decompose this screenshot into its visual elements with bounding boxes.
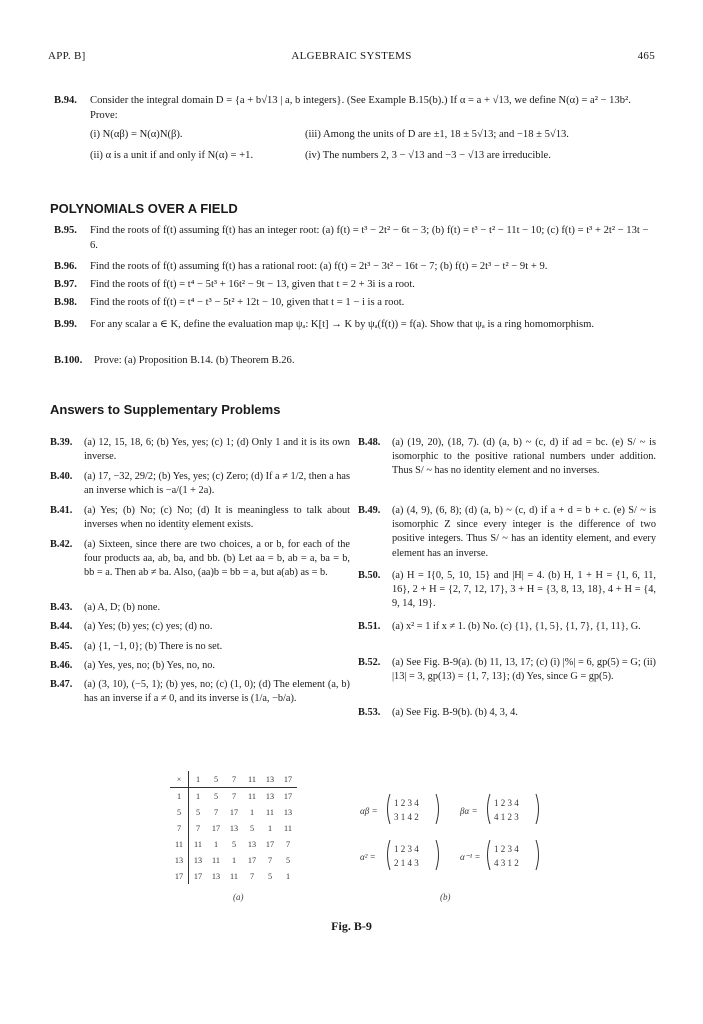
answer-number: B.42.	[50, 539, 73, 550]
perm-bottom: 2 1 4 3	[394, 858, 419, 868]
table-cell: 1	[195, 791, 201, 801]
table-cell: 5	[195, 807, 201, 817]
problem-number: B.95.	[54, 225, 77, 236]
row-label: 1	[170, 788, 189, 805]
table-cell: 1	[231, 855, 237, 865]
problem-b95	[54, 224, 655, 253]
answer-text: (a) Yes; (b) No; (c) No; (d) It is meaningless to talk about inverses when no identity element exists.	[84, 505, 350, 531]
table-cell: 7	[231, 791, 237, 801]
table-cell: 17	[193, 871, 203, 881]
answer-number: B.53.	[358, 707, 381, 718]
table-cell: 17	[265, 839, 275, 849]
paren-right	[536, 840, 539, 870]
answer-number: B.43.	[50, 602, 73, 613]
permutation-figure	[360, 788, 560, 888]
table-header-cell: 17	[279, 771, 297, 788]
caption-a: (a)	[233, 892, 244, 902]
answer-b39	[50, 436, 350, 464]
b94-part-iv: (iv) The numbers 2, 3 − √13 and −3 − √13 are irreducible.	[305, 150, 551, 161]
table-corner: ×	[170, 771, 189, 788]
answer-b53	[358, 706, 656, 720]
table-cell: 5	[267, 871, 273, 881]
table-header-cell: 1	[189, 771, 208, 788]
table-cell: 17	[211, 823, 221, 833]
table-cell: 17	[283, 791, 293, 801]
answer-text: (a) See Fig. B-9(b). (b) 4, 3, 4.	[392, 707, 518, 718]
table-cell: 7	[249, 871, 255, 881]
table-header-cell: 5	[207, 771, 225, 788]
paren-right	[436, 794, 439, 824]
table-cell: 11	[266, 807, 274, 817]
perm-bottom: 4 1 2 3	[494, 812, 519, 822]
answer-text: (a) (3, 10), (−5, 1); (b) yes, no; (c) (1, 0); (d) The element (a, b) has an inverse if a ≠ 0, and its inverse is (1/a, −b/a).	[84, 679, 350, 705]
answer-text: (a) Sixteen, since there are two choices, a or b, for each of the four products aa, ab, ba, and bb. (b) Let aa = b, ab = a, ba = b, bb = a. Then ab ≠ ba. Also, (aa)b = bb = a, but a(ab) as = b.	[84, 539, 350, 579]
b94-part-i: (i) N(αβ) = N(α)N(β).	[90, 129, 183, 140]
answer-text: (a) See Fig. B-9(a). (b) 11, 13, 17; (c) (i) |%| = 6, gp(5) = G; (ii) |13| = 3, gp(13) = {1, 7, 13}; (d) Yes, since G = gp(5).	[392, 657, 656, 683]
answer-number: B.41.	[50, 505, 73, 516]
answer-number: B.52.	[358, 657, 381, 668]
perm-top: 1 2 3 4	[394, 844, 419, 854]
table-cell: 13	[211, 871, 221, 881]
answer-b43	[50, 601, 350, 615]
table-row	[170, 820, 297, 836]
figure-label: Fig. B-9	[331, 919, 372, 933]
perm-lhs: α⁻¹ =	[460, 852, 481, 862]
problem-b98	[54, 296, 655, 311]
answer-text: (a) H = I{0, 5, 10, 15} and |H| = 4. (b) H, 1 + H = {1, 6, 11, 16}, 2 + H = {2, 7, 12, 17}, 3 + H = {3, 8, 13, 18}, 4 + H = {4, 9, 14, 19}.	[392, 570, 656, 610]
problem-b94	[54, 94, 655, 123]
row-label: 17	[170, 868, 189, 884]
table-cell: 11	[212, 855, 220, 865]
paren-left	[388, 794, 391, 824]
answer-number: B.45.	[50, 641, 73, 652]
answer-number: B.46.	[50, 660, 73, 671]
problem-number: B.94.	[54, 95, 77, 106]
answer-text: (a) 12, 15, 18, 6; (b) Yes, yes; (c) 1; (d) Only 1 and it is its own inverse.	[84, 437, 350, 463]
table-cell: 1	[267, 823, 273, 833]
table-cell: 5	[231, 839, 237, 849]
problem-number: B.97.	[54, 279, 77, 290]
table-cell: 5	[249, 823, 255, 833]
page-header	[48, 50, 655, 66]
table-row	[170, 804, 297, 820]
problem-text: Find the roots of f(t) assuming f(t) has a rational root: (a) f(t) = 2t³ − 3t² − 16t − 7; (b) f(t) = 2t³ − t² − 9t + 9.	[90, 261, 548, 272]
answer-number: B.47.	[50, 679, 73, 690]
table-header-cell: 13	[261, 771, 279, 788]
table-header-cell: 7	[225, 771, 243, 788]
table-cell: 7	[213, 807, 219, 817]
table-cell: 1	[213, 839, 219, 849]
problem-b96	[54, 260, 655, 275]
problem-number: B.100.	[54, 355, 83, 366]
row-label: 11	[170, 836, 189, 852]
table-cell: 11	[194, 839, 202, 849]
answer-text: (a) Yes, yes, no; (b) Yes, no, no.	[84, 660, 216, 671]
problem-text: For any scalar a ∈ K, define the evaluation map ψₐ: K[t] → K by ψₐ(f(t)) = f(a). Show that ψₐ is a ring homomorphism.	[90, 319, 594, 330]
perm-bottom: 3 1 4 2	[394, 812, 419, 822]
perm-top: 1 2 3 4	[494, 844, 519, 854]
problem-number: B.96.	[54, 261, 77, 272]
caption-b: (b)	[440, 892, 451, 902]
answer-number: B.50.	[358, 570, 381, 581]
problem-b99	[54, 318, 655, 333]
paren-left	[488, 794, 491, 824]
answer-b51	[358, 620, 656, 634]
perm-top: 1 2 3 4	[394, 798, 419, 808]
answer-number: B.39.	[50, 437, 73, 448]
problem-text: Find the roots of f(t) = t⁴ − 5t³ + 16t² − 9t − 13, given that t = 2 + 3i is a root.	[90, 279, 415, 290]
perm-lhs: βα =	[460, 806, 478, 816]
answer-text: (a) {1, −1, 0}; (b) There is no set.	[84, 641, 223, 652]
table-row	[170, 868, 297, 884]
table-row	[170, 836, 297, 852]
paren-right	[536, 794, 539, 824]
problem-b100	[54, 354, 655, 369]
answer-number: B.40.	[50, 471, 73, 482]
answer-b47	[50, 678, 350, 706]
answer-text: (a) A, D; (b) none.	[84, 602, 161, 613]
answer-text: (a) (4, 9), (6, 8); (d) (a, b) ~ (c, d) if a + d = b + c. (e) S/ ~ is isomorphic Z since every integer is the difference of two positive integers. Thus S/ ~ has an identity element, and every element has an inverse.	[392, 505, 656, 559]
table-cell: 11	[230, 871, 238, 881]
table-cell: 11	[248, 791, 256, 801]
table-cell: 7	[285, 839, 291, 849]
answer-b40	[50, 470, 350, 498]
paren-left	[388, 840, 391, 870]
section-title-polynomials: POLYNOMIALS OVER A FIELD	[50, 201, 238, 216]
table-cell: 13	[265, 791, 275, 801]
table-cell: 13	[283, 807, 293, 817]
answer-b45	[50, 640, 350, 654]
section-title-answers: Answers to Supplementary Problems	[50, 402, 281, 417]
answer-b48	[358, 436, 656, 479]
row-label: 13	[170, 852, 189, 868]
table-cell: 5	[285, 855, 291, 865]
paren-right	[436, 840, 439, 870]
table-cell: 11	[284, 823, 292, 833]
perm-lhs: αβ =	[360, 806, 378, 816]
answer-number: B.48.	[358, 437, 381, 448]
problem-text: Consider the integral domain D = {a + b√13 | a, b integers}. (See Example B.15(b).) If α = a + √13, we define N(α) = a² − 13b². Prove:	[90, 95, 631, 121]
table-cell: 7	[267, 855, 273, 865]
table-row	[170, 788, 297, 805]
problem-text: Prove: (a) Proposition B.14. (b) Theorem B.26.	[94, 355, 295, 366]
header-appendix: APP. B]	[48, 50, 86, 62]
row-label: 7	[170, 820, 189, 836]
answer-b52	[358, 656, 656, 684]
cayley-table	[170, 771, 297, 884]
answer-b41	[50, 504, 350, 532]
problem-number: B.99.	[54, 319, 77, 330]
answer-b49	[358, 504, 656, 561]
table-cell: 1	[285, 871, 291, 881]
answer-b42	[50, 538, 350, 581]
table-cell: 1	[249, 807, 255, 817]
perm-bottom: 4 3 1 2	[494, 858, 519, 868]
paren-left	[488, 840, 491, 870]
page-number: 465	[637, 50, 655, 62]
b94-part-iii: (iii) Among the units of D are ±1, 18 ± 5√13; and −18 ± 5√13.	[305, 129, 569, 140]
row-label: 5	[170, 804, 189, 820]
answer-number: B.44.	[50, 621, 73, 632]
table-cell: 17	[229, 807, 239, 817]
perm-lhs: α² =	[360, 852, 376, 862]
problem-text: Find the roots of f(t) assuming f(t) has an integer root: (a) f(t) = t³ − 2t² − 6t − 3; (b) f(t) = t³ − t² − 11t − 10; (c) f(t) = t³ + 2t² − 13t − 6.	[90, 225, 649, 251]
table-row	[170, 852, 297, 868]
table-cell: 13	[229, 823, 239, 833]
b94-part-ii: (ii) α is a unit if and only if N(α) = +1.	[90, 150, 254, 161]
answer-text: (a) x² = 1 if x ≠ 1. (b) No. (c) {1}, {1, 5}, {1, 7}, {1, 11}, G.	[392, 621, 641, 632]
answer-b50	[358, 569, 656, 612]
table-header-row	[170, 771, 297, 788]
answer-number: B.49.	[358, 505, 381, 516]
table-cell: 13	[193, 855, 203, 865]
answer-b46	[50, 659, 350, 673]
answer-text: (a) Yes; (b) yes; (c) yes; (d) no.	[84, 621, 213, 632]
answer-text: (a) (19, 20), (18, 7). (d) (a, b) ~ (c, d) if ad = bc. (e) S/ ~ is isomorphic to the positive rational numbers under addition. Thus S/ ~ has no identity element and no inverses.	[392, 437, 656, 477]
table-cell: 17	[247, 855, 257, 865]
perm-top: 1 2 3 4	[494, 798, 519, 808]
problem-text: Find the roots of f(t) = t⁴ − t³ − 5t² + 12t − 10, given that t = 1 − i is a root.	[90, 297, 405, 308]
table-cell: 7	[195, 823, 201, 833]
table-header-cell: 11	[243, 771, 261, 788]
header-title: ALGEBRAIC SYSTEMS	[291, 50, 412, 62]
problem-number: B.98.	[54, 297, 77, 308]
answer-number: B.51.	[358, 621, 381, 632]
table-cell: 13	[247, 839, 257, 849]
problem-b97	[54, 278, 655, 293]
answer-text: (a) 17, −32, 29/2; (b) Yes, yes; (c) Zero; (d) If a ≠ 1/2, then a has an inverse which is −a/(1 + 2a).	[84, 471, 350, 497]
table-cell: 5	[213, 791, 219, 801]
answer-b44	[50, 620, 350, 634]
